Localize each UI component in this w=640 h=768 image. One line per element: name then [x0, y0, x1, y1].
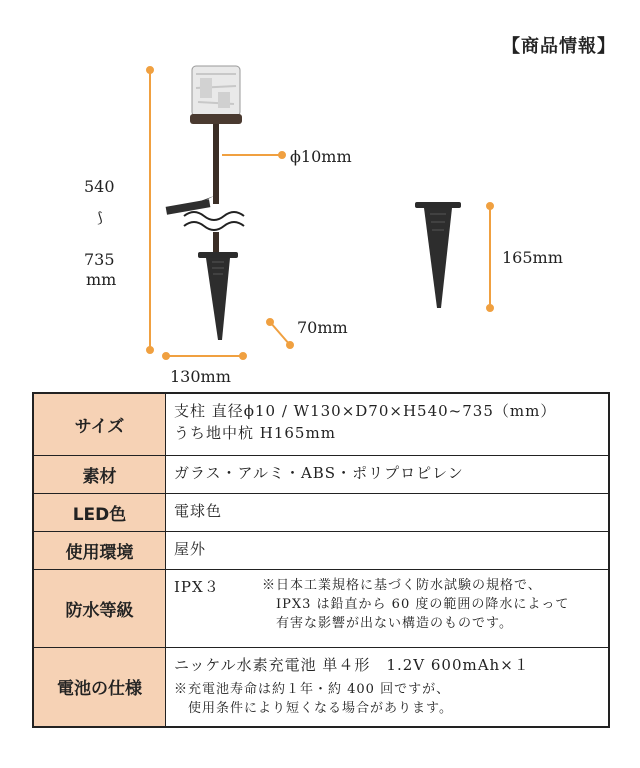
battery-note: ※充電池寿命は約１年・約 400 回ですが、 — [174, 681, 451, 697]
height-top-label: 540 — [84, 177, 115, 196]
width-label: 130mm — [170, 367, 231, 386]
stake-attached — [198, 252, 238, 340]
spec-label: 電池の仕様 — [33, 647, 166, 727]
height-bottom-label: 735 — [84, 250, 115, 269]
spec-label: LED色 — [33, 493, 166, 531]
spec-row-size — [33, 393, 609, 455]
spec-label: 素材 — [33, 455, 166, 493]
waterproof-note: IPX3 は鉛直から 60 度の範囲の降水によって — [276, 596, 570, 612]
pole — [213, 124, 219, 204]
depth-label: 70mm — [297, 318, 348, 337]
stake-separate — [415, 202, 461, 308]
waterproof-note: 有害な影響が出ない構造のものです。 — [276, 615, 513, 631]
spec-value: ニッケル水素充電池 単４形 1.2V 600mAh×１ — [174, 655, 530, 674]
spec-label: 防水等級 — [33, 569, 166, 647]
spec-value: うち地中杭 H165mm — [174, 424, 336, 442]
spec-row-waterproof — [33, 569, 609, 647]
pole-diameter-label: ϕ10mm — [290, 147, 352, 166]
spec-value: 支柱 直径ϕ10 / W130×D70×H540~735（mm） — [174, 402, 557, 420]
spec-label: 使用環境 — [33, 531, 166, 569]
spec-table — [32, 392, 610, 728]
battery-note: 使用条件により短くなる場合があります。 — [188, 700, 453, 716]
stake-height-label: 165mm — [502, 248, 563, 267]
lamp-head — [190, 66, 242, 124]
spec-row-battery — [33, 647, 609, 727]
waterproof-note: ※日本工業規格に基づく防水試験の規格で、 — [262, 577, 542, 593]
spec-value: 屋外 — [166, 531, 610, 569]
spec-value: ガラス・アルミ・ABS・ポリプロピレン — [166, 455, 610, 493]
height-separator: ⟆ — [97, 210, 103, 226]
spec-label: サイズ — [33, 393, 166, 455]
height-unit-label: mm — [86, 270, 117, 289]
waterproof-code: IPX３ — [174, 577, 220, 596]
section-title: 【商品情報】 — [502, 36, 616, 57]
spec-value: 電球色 — [166, 493, 610, 531]
spec-row-material — [33, 455, 609, 493]
spec-row-environment — [33, 531, 609, 569]
spec-row-led — [33, 493, 609, 531]
